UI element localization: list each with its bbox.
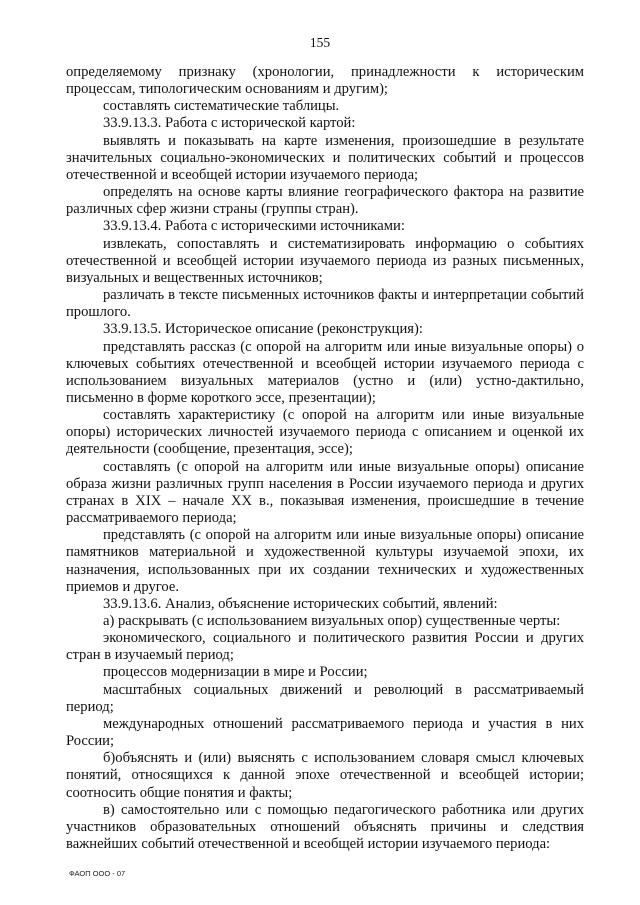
paragraph: представлять рассказ (с опорой на алгоритм или иные визуальные опоры) о ключевых событиях отечественной и всеобщей истории изучаемого периода с использованием визуальных материалов (устно и (или) устно-дактильно, письменно в форме короткого эссе, презентации); [66, 338, 584, 406]
paragraph: определять на основе карты влияние географического фактора на развитие различных сфер жизни страны (группы стран). [66, 184, 584, 218]
section-heading: 33.9.13.4. Работа с историческими источниками: [103, 218, 405, 235]
paragraph: выявлять и показывать на карте изменения, произошедшие в результате значительных социально-экономических и политических событий и процессов отечественной и всеобщей истории изучаемого периода; [66, 132, 584, 183]
paragraph: международных отношений рассматриваемого периода и участия в них России; [66, 715, 584, 750]
paragraph: определяемому признаку (хронологии, принадлежности к историческим процессам, типологическим основаниям и другим); [66, 64, 584, 98]
paragraph: а) раскрывать (с использованием визуальных опор) существенные черты: [103, 613, 561, 629]
paragraph: масштабных социальных движений и революций в рассматриваемый период; [66, 681, 584, 715]
paragraph: составлять (с опорой на алгоритм или иные визуальные опоры) описание образа жизни различных групп населения в России изучаемого периода и других странах в XIX – начале XX в., показывая изменения, происшедшие в течение рассматриваемого периода; [66, 458, 584, 527]
paragraph: составлять характеристику (с опорой на алгоритм или иные визуальные опоры) исторических личностей изучаемого периода с описанием и оценкой их деятельности (сообщение, презентация, эссе); [66, 407, 584, 458]
paragraph: в) самостоятельно или с помощью педагогического работника или других участников образовательных отношений объяснять причины и следствия важнейших событий отечественной и всеобщей истории изучаемого периода: [66, 801, 584, 853]
paragraph: составлять систематические таблицы. [103, 98, 340, 115]
section-heading: 33.9.13.3. Работа с исторической картой: [103, 115, 356, 132]
paragraph: процессов модернизации в мире и России; [103, 664, 368, 681]
page-number: 155 [309, 35, 331, 50]
paragraph: представлять (с опорой на алгоритм или иные визуальные опоры) описание памятников материальной и художественной культуры изучаемой эпохи, их назначения, использованных при их создании технических и художественных приемов и другое. [66, 527, 584, 595]
paragraph: экономического, социального и политического развития России и других стран в изучаемый период; [66, 630, 584, 664]
page-footer: ФАОП ООО - 07 [69, 869, 126, 878]
section-heading: 33.9.13.5. Историческое описание (реконструкция): [103, 321, 423, 338]
section-heading: 33.9.13.6. Анализ, объяснение исторических событий, явлений: [103, 595, 498, 612]
document-body [66, 64, 584, 853]
paragraph: различать в тексте письменных источников факты и интерпретации событий прошлого. [66, 287, 584, 321]
paragraph: б)объяснять и (или) выяснять с использованием словаря смысл ключевых понятий, относящихся к данной эпохе отечественной и всеобщей истории; соотносить общие понятия и факты; [66, 750, 584, 801]
paragraph: извлекать, сопоставлять и систематизировать информацию о событиях отечественной и всеобщей истории изучаемого периода из разных письменных, визуальных и вещественных источников; [66, 235, 584, 286]
